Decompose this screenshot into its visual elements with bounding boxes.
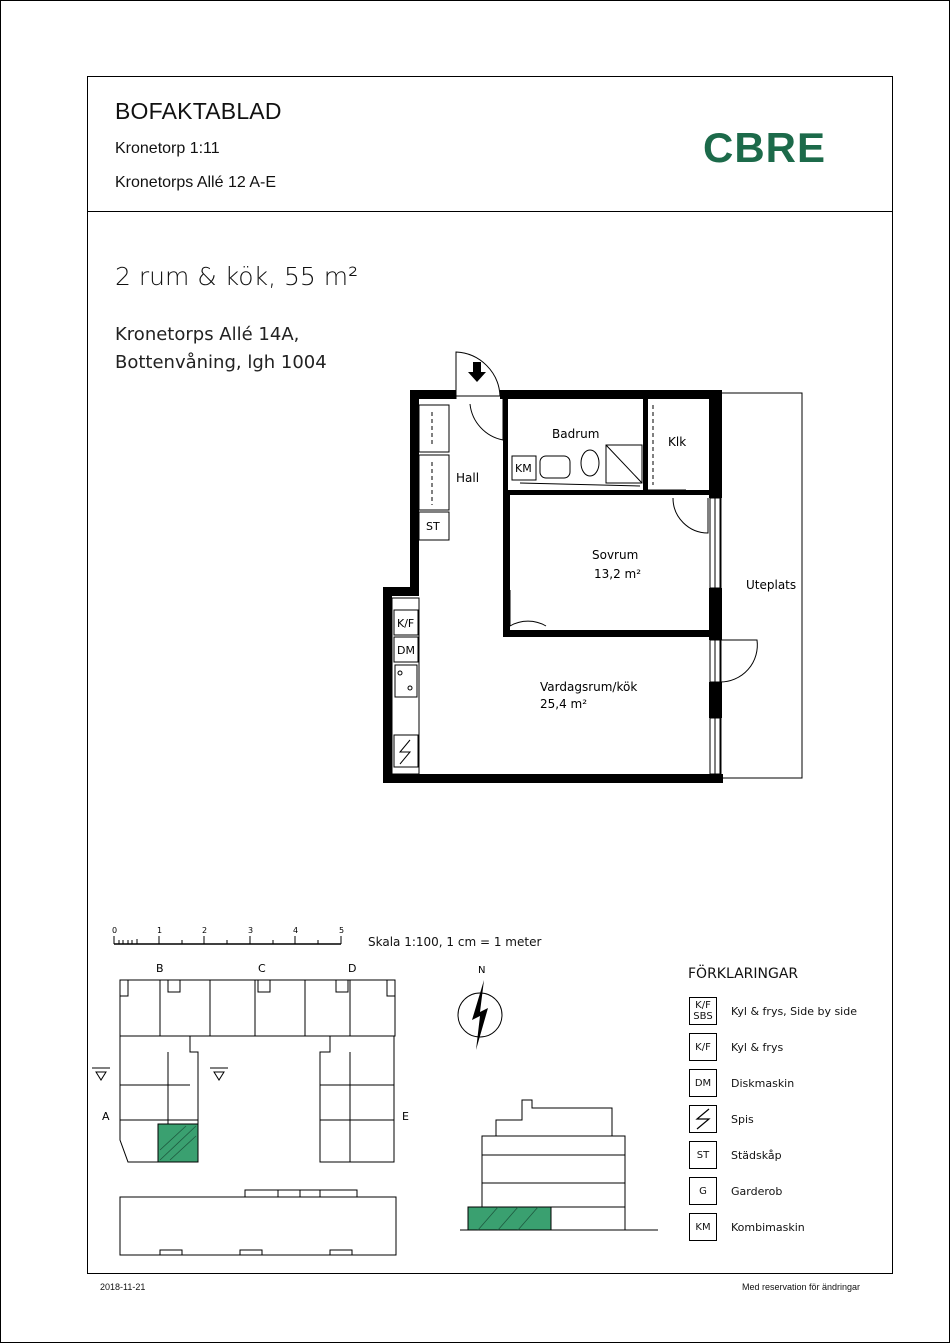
site-label-e: E <box>402 1110 409 1123</box>
room-vardagsrum: Vardagsrum/kök <box>540 680 638 694</box>
room-hall: Hall <box>456 471 480 485</box>
label-st: ST <box>426 520 440 533</box>
apartment-address-line1: Kronetorps Allé 14A, <box>115 324 300 345</box>
north-label: N <box>478 965 486 976</box>
site-plan <box>90 958 410 1266</box>
label-kf: K/F <box>397 617 415 630</box>
room-badrum: Badrum <box>552 427 600 441</box>
room-klk: Klk <box>668 435 687 449</box>
label-km: KM <box>515 462 532 475</box>
footer-date: 2018-11-21 <box>100 1282 146 1292</box>
footer-note: Med reservation för ändringar <box>742 1282 861 1292</box>
room-sovrum: Sovrum <box>592 548 639 562</box>
label-dm: DM <box>397 644 415 657</box>
legend-code-kf: K/F <box>689 1033 717 1061</box>
cbre-logo: CBRE <box>703 124 827 171</box>
legend-label-spis: Spis <box>731 1113 754 1126</box>
scale-caption: Skala 1:100, 1 cm = 1 meter <box>368 935 542 949</box>
stove-icon <box>689 1105 717 1133</box>
header-divider <box>87 211 893 212</box>
legend-title: FÖRKLARINGAR <box>688 966 799 982</box>
site-label-b: B <box>156 962 164 975</box>
legend-label-kf: Kyl & frys <box>731 1041 784 1054</box>
legend-label-km: Kombimaskin <box>731 1221 805 1234</box>
document-title: BOFAKTABLAD <box>115 98 282 124</box>
room-uteplats: Uteplats <box>746 578 797 592</box>
scale-tick-2: 2 <box>202 926 208 935</box>
apartment-summary: 2 rum & kök, 55 m² <box>115 262 359 291</box>
north-arrow-icon <box>450 958 510 1058</box>
scale-tick-0: 0 <box>112 926 118 935</box>
legend-code-g: G <box>689 1177 717 1205</box>
legend-code-st: ST <box>689 1141 717 1169</box>
legend-label-dm: Diskmaskin <box>731 1077 795 1090</box>
room-sovrum-area: 13,2 m² <box>594 567 642 581</box>
legend-code-km: KM <box>689 1213 717 1241</box>
legend-label-g: Garderob <box>731 1185 783 1198</box>
floor-plan <box>380 345 810 790</box>
scale-tick-5: 5 <box>339 926 345 935</box>
site-label-c: C <box>258 962 266 975</box>
section-marker-icon <box>92 1068 228 1080</box>
elevation-highlight <box>468 1207 551 1230</box>
legend-code-kf-sbs: K/F SBS <box>689 997 717 1025</box>
property-name: Kronetorp 1:11 <box>115 140 220 157</box>
entrance-arrow-icon <box>468 362 486 382</box>
room-vardagsrum-area: 25,4 m² <box>540 697 588 711</box>
legend-code-dm: DM <box>689 1069 717 1097</box>
property-address: Kronetorps Allé 12 A-E <box>115 174 276 191</box>
site-label-a: A <box>102 1110 110 1123</box>
scale-tick-3: 3 <box>248 926 254 935</box>
legend-label-kf-sbs: Kyl & frys, Side by side <box>731 1005 857 1018</box>
scale-bar <box>108 922 353 950</box>
scale-tick-1: 1 <box>157 926 163 935</box>
scale-tick-4: 4 <box>293 926 299 935</box>
elevation-drawing <box>460 1095 660 1235</box>
apartment-address-line2: Bottenvåning, lgh 1004 <box>115 352 327 373</box>
site-label-d: D <box>348 962 357 975</box>
legend-label-st: Städskåp <box>731 1149 782 1162</box>
